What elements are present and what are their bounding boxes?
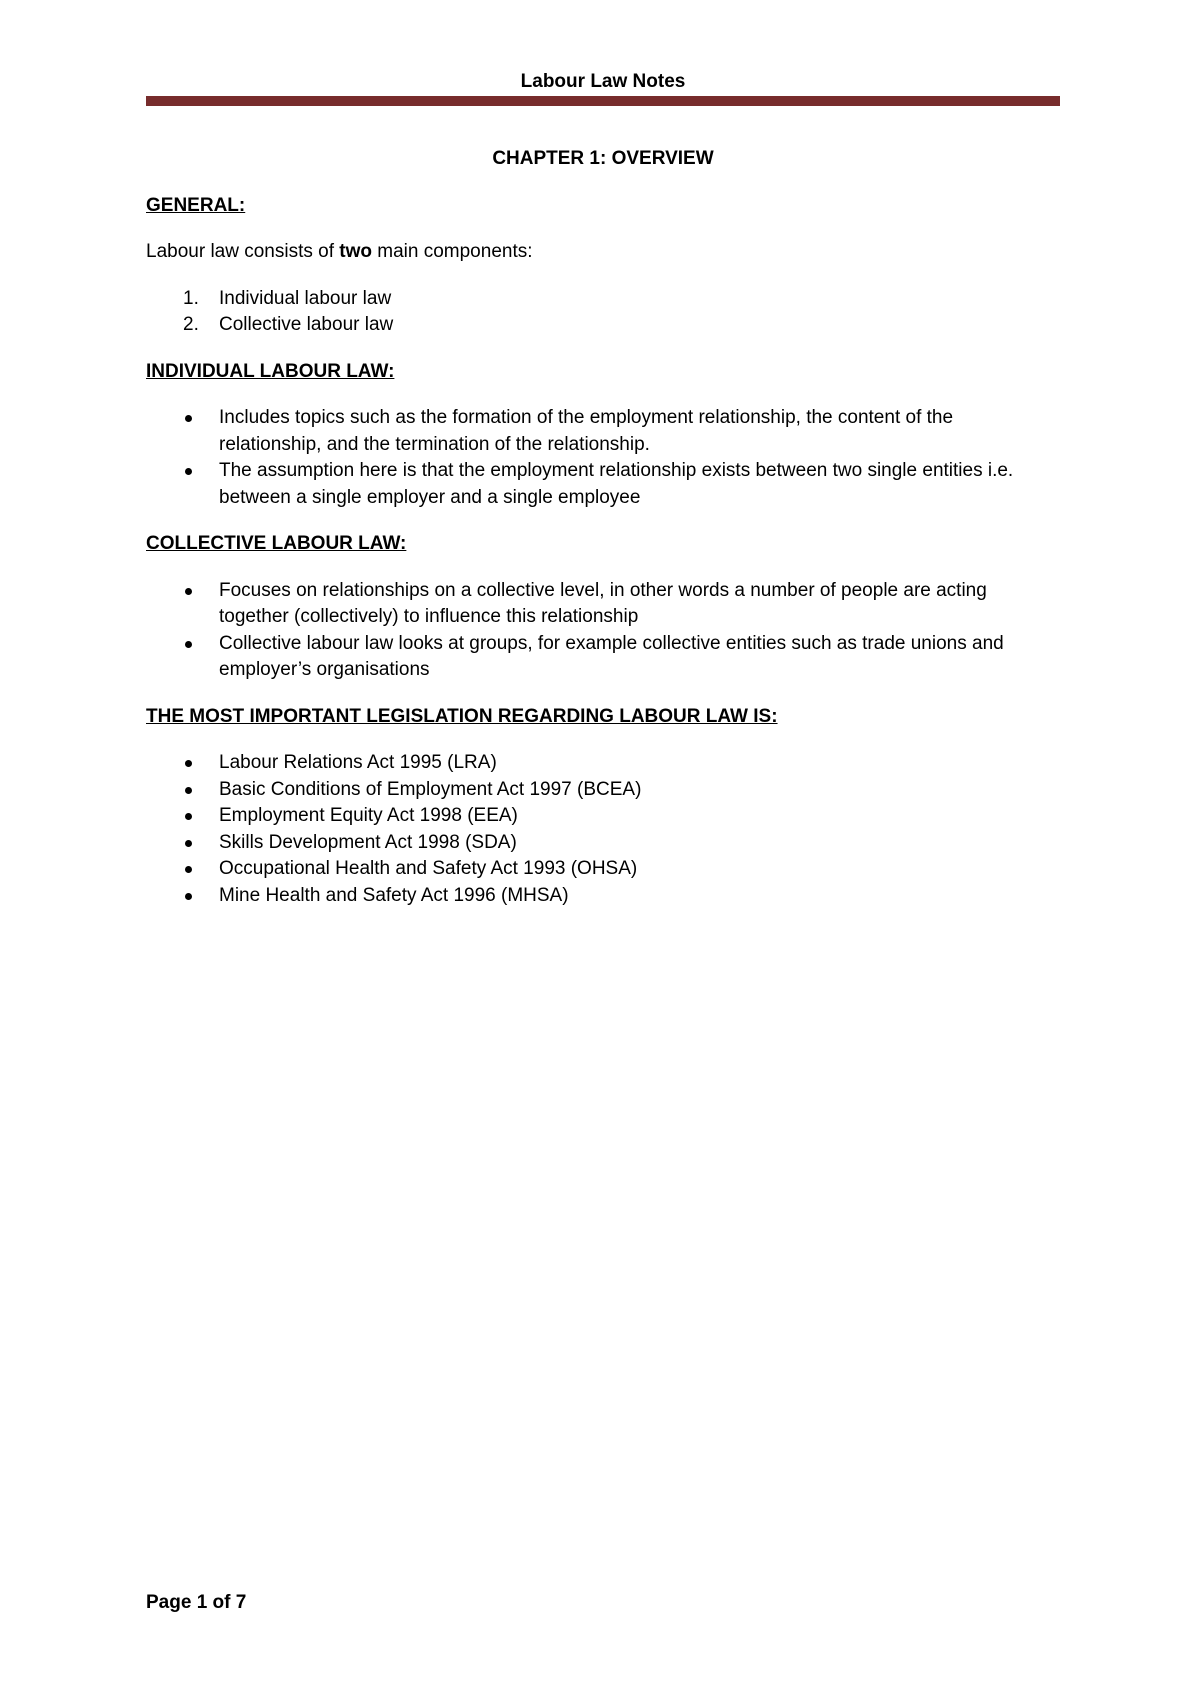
general-intro-emphasis: two [339, 241, 372, 262]
list-item-text: Employment Equity Act 1998 (EEA) [219, 805, 518, 826]
bullet-icon [185, 468, 192, 475]
section-heading-individual: INDIVIDUAL LABOUR LAW: [146, 360, 395, 382]
list-item-text: Labour Relations Act 1995 (LRA) [219, 752, 497, 773]
list-item [146, 631, 1060, 684]
list-item-text: Collective labour law [219, 314, 394, 335]
bullet-icon [185, 866, 192, 873]
list-number: 1. [183, 287, 199, 309]
bullet-icon [185, 415, 192, 422]
list-item [146, 777, 1060, 804]
bullet-icon [185, 588, 192, 595]
list-item [146, 405, 1060, 458]
list-item [146, 750, 1060, 777]
bullet-icon [185, 840, 192, 847]
general-intro-start: Labour law consists of [146, 241, 340, 262]
section-heading-legislation: THE MOST IMPORTANT LEGISLATION REGARDING LABOUR LAW IS: [146, 705, 778, 727]
list-item-text: Focuses on relationships on a collective level, in other words a number of people are acting together (collectively) to influence this relationship [219, 579, 987, 627]
components-list [146, 286, 1060, 339]
list-item [146, 830, 1060, 857]
list-item [146, 883, 1060, 910]
list-item-text: Basic Conditions of Employment Act 1997 (BCEA) [219, 778, 642, 800]
list-item [146, 312, 1060, 339]
list-item [146, 578, 1060, 631]
legislation-bullet-list [146, 750, 1060, 909]
bullet-icon [185, 760, 192, 767]
list-item [146, 458, 1060, 511]
general-intro [146, 239, 1060, 266]
list-item-text: Collective labour law looks at groups, for example collective entities such as trade unions and employer’s organisations [219, 632, 1004, 680]
list-item-text: The assumption here is that the employment relationship exists between two single entities i.e. between a single employer and a single employee [219, 460, 1014, 508]
collective-bullet-list [146, 578, 1060, 684]
list-item-text: Occupational Health and Safety Act 1993 (OHSA) [219, 858, 638, 879]
list-item [146, 286, 1060, 313]
header-rule [146, 96, 1060, 106]
list-item-text: Mine Health and Safety Act 1996 (MHSA) [219, 884, 569, 906]
section-heading-collective: COLLECTIVE LABOUR LAW: [146, 533, 407, 554]
bullet-icon [185, 641, 192, 648]
list-item-text: Individual labour law [219, 287, 392, 309]
individual-bullet-list [146, 405, 1060, 511]
list-item-text: Skills Development Act 1998 (SDA) [219, 831, 517, 853]
document-body [146, 146, 1060, 929]
section-heading-general: GENERAL: [146, 194, 246, 216]
general-intro-end: main components: [371, 241, 533, 262]
list-item-text: Includes topics such as the formation of the employment relationship, the content of the relationship, and the termination of the relationship. [219, 407, 954, 455]
bullet-icon [185, 787, 192, 794]
list-item [146, 856, 1060, 883]
running-header-title: Labour Law Notes [520, 71, 686, 92]
list-number: 2. [183, 314, 199, 335]
page-number: Page 1 of 7 [146, 1592, 247, 1613]
list-item [146, 803, 1060, 830]
bullet-icon [185, 893, 192, 900]
bullet-icon [185, 813, 192, 820]
chapter-title: CHAPTER 1: OVERVIEW [492, 148, 714, 169]
